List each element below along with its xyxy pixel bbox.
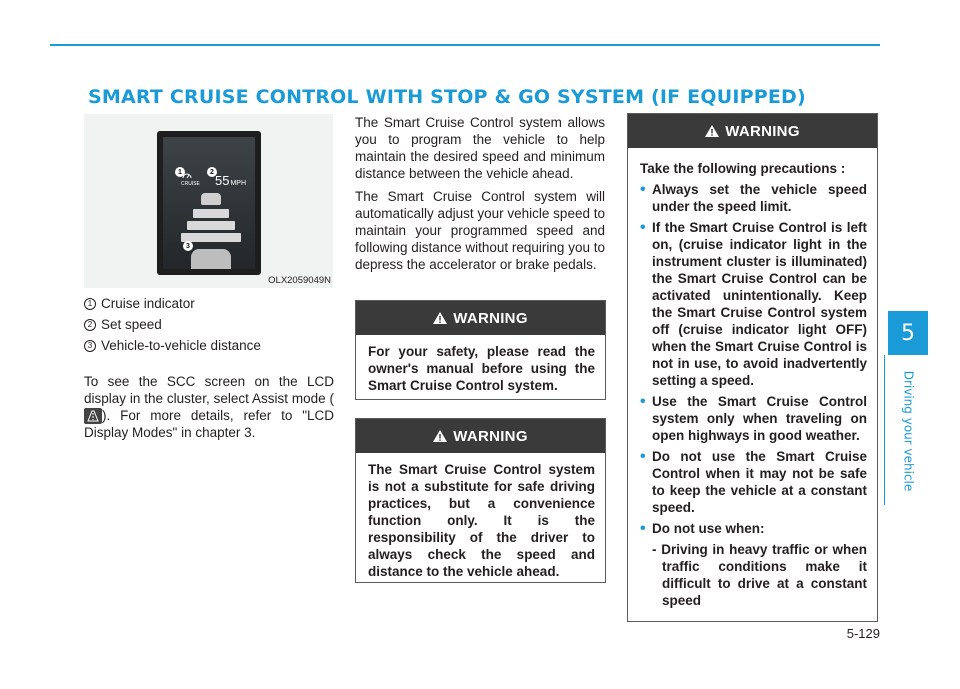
warning-box-1 <box>355 300 606 400</box>
figure-code: OLX2059049N <box>268 275 331 286</box>
precautions-list <box>640 181 867 537</box>
warning-triangle-icon <box>705 125 719 137</box>
legend-text: Set speed <box>101 317 162 332</box>
lead-vehicle-icon <box>201 193 221 205</box>
warning-triangle-icon <box>433 312 447 324</box>
warning-header <box>356 301 605 335</box>
legend-number: 3 <box>84 340 96 352</box>
top-rule <box>50 44 880 46</box>
cluster-figure <box>84 114 333 288</box>
cruise-gauge-icon <box>182 171 192 179</box>
chapter-label-text: Driving your vehicle <box>901 370 916 492</box>
warning-header <box>356 419 605 453</box>
section-title: SMART CRUISE CONTROL WITH STOP & GO SYSTEM (IF EQUIPPED) <box>88 86 806 108</box>
precaution-item: • Always set the vehicle speed under the speed limit. <box>640 181 867 215</box>
assist-text-after: ). For more details, refer to "LCD Display Modes" in chapter 3. <box>84 408 334 441</box>
legend-text: Cruise indicator <box>101 296 195 311</box>
distance-bar <box>187 221 235 230</box>
chapter-tab: 5 <box>888 311 928 355</box>
cluster-display <box>157 131 261 275</box>
precautions-intro: Take the following precautions : <box>640 161 846 176</box>
badge-3: 3 <box>183 241 193 251</box>
warning-text <box>628 148 877 617</box>
chapter-divider <box>884 355 885 505</box>
cluster-screen <box>163 137 255 269</box>
assist-mode-icon <box>84 408 102 424</box>
set-speed-readout <box>215 173 246 188</box>
warning-box-2 <box>355 418 606 583</box>
page-number: 5-129 <box>846 626 880 641</box>
speed-unit: MPH <box>230 180 247 187</box>
warning-triangle-icon <box>433 430 447 442</box>
warning-box-3 <box>627 113 878 622</box>
legend-number: 1 <box>84 298 96 310</box>
legend-text: Vehicle-to-vehicle distance <box>101 338 261 353</box>
legend-item <box>84 335 334 356</box>
legend-item <box>84 314 334 335</box>
intro-paragraph: The Smart Cruise Control system allows you to program the vehicle to help maintain the desired speed and minimum distance between the vehicle ahead. <box>355 115 605 181</box>
warning-text: For your safety, please read the owner's manual before using the Smart Cruise Control system. <box>368 344 595 393</box>
precaution-item: • Do not use the Smart Cruise Control when it may not be safe to keep the vehicle at a constant speed. <box>640 448 867 516</box>
distance-bar <box>193 209 229 218</box>
own-vehicle-icon <box>191 249 231 269</box>
legend-item <box>84 293 334 314</box>
precaution-sub-item: - Driving in heavy traffic or when traffic conditions make it difficult to drive at a constant speed <box>652 542 867 608</box>
assist-text-before: To see the SCC screen on the LCD display in the cluster, select Assist mode ( <box>84 374 334 406</box>
precaution-item: • If the Smart Cruise Control is left on, (cruise indicator light in the instrument cluster is illuminated) the Smart Cruise Control can be activated unintentionally. Keep the Smart Cruise Control system off (cruise indicator light OFF) when the Smart Cruise Control is not in use, to avoid inadvertently setting a speed. <box>640 219 867 389</box>
intro-text <box>355 114 605 273</box>
warning-label: WARNING <box>725 122 800 140</box>
speed-value: 55 <box>215 173 230 188</box>
precaution-item: • Use the Smart Cruise Control system only when traveling on open highways in good weather. <box>640 393 867 444</box>
warning-label: WARNING <box>453 427 528 445</box>
cruise-label: CRUISE <box>181 181 200 187</box>
badge-1: 1 <box>175 167 185 177</box>
warning-header <box>628 114 877 148</box>
precaution-item: • Do not use when: <box>640 520 867 537</box>
assist-mode-paragraph <box>84 373 334 441</box>
badge-2: 2 <box>207 167 217 177</box>
intro-paragraph: The Smart Cruise Control system will automatically adjust your vehicle speed to maintain your programmed speed and following distance without requiring you to depress the accelerator or brake pedals. <box>355 189 605 272</box>
chapter-label <box>897 362 919 500</box>
figure-legend <box>84 293 334 356</box>
warning-text: The Smart Cruise Control system is not a substitute for safe driving practices, but a convenience function only. It is the responsibility of the driver to always check the speed and distance to the vehicle ahead. <box>368 462 595 579</box>
warning-label: WARNING <box>453 309 528 327</box>
legend-number: 2 <box>84 319 96 331</box>
